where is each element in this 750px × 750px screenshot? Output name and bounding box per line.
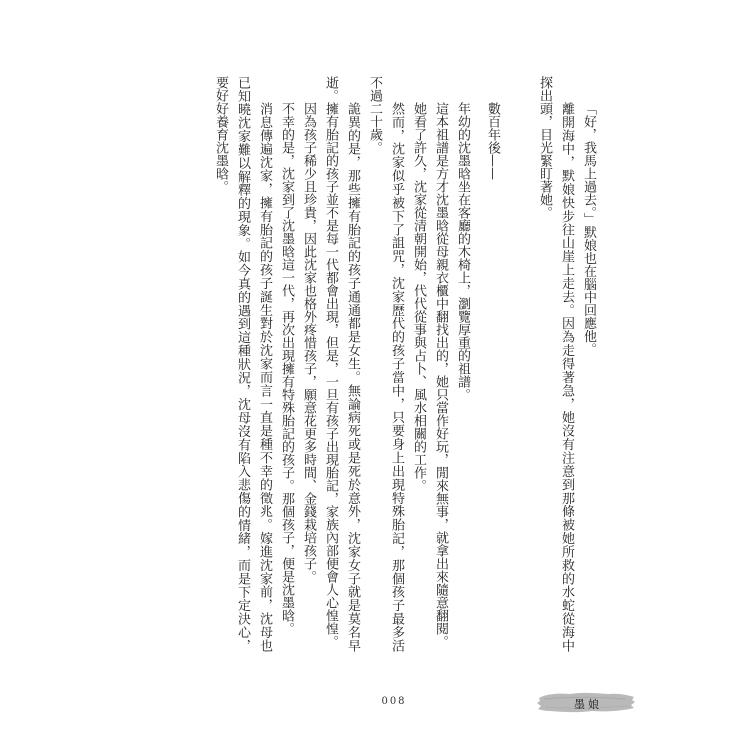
text-block-after-scene-break: [209, 76, 473, 652]
text-column: 因為孩子稀少且珍貴，因此沈家也格外疼惜孩子，願意花更多時間、金錢栽培孩子。: [301, 102, 316, 583]
page-number: 008: [381, 696, 407, 707]
text-column: 這本祖譜是方才沈墨晗從母親衣櫃中翻找出的，她只當作好玩，閒來無事，就拿出來隨意翻閱。: [433, 102, 448, 648]
text-column: 她看了許久，沈家從清朝開始，代代從事與占卜、風水相關的工作。: [411, 102, 426, 492]
paragraph: [297, 76, 319, 652]
running-title-badge: [536, 689, 636, 717]
paragraph: [319, 76, 363, 652]
paragraph: [407, 76, 429, 652]
scene-break: [481, 76, 503, 652]
paragraph: [533, 76, 577, 652]
text-column: 「好，我馬上過去。」默娘也在腦中回應他。: [581, 102, 596, 356]
text-column: 然而，沈家似乎被下了詛咒，沈家歷代的孩子當中，只要身上出現特殊胎記，那個孩子最多活: [389, 102, 404, 652]
text-column: 要好好養育沈墨晗。: [213, 76, 228, 193]
text-column: 探出頭，目光緊盯著她。: [537, 76, 552, 219]
paragraph: [451, 76, 473, 652]
scene-break-text: 數百年後——: [485, 102, 500, 180]
text-block-before-scene-break: [533, 76, 599, 652]
text-column: 不過二十歲。: [367, 76, 382, 154]
running-title: 墨娘: [574, 698, 602, 711]
text-column: 年幼的沈墨晗坐在客廳的木椅上，瀏覽厚重的祖譜。: [455, 102, 470, 401]
paragraph: [577, 76, 599, 652]
text-column: 離開海中，默娘快步往山崖上走去。因為走得著急，她沒有注意到那條被她所救的水蛇從海中: [559, 102, 574, 652]
text-column: 逝。擁有胎記的孩子並不是每一代都會出現，但是，一旦有孩子出現胎記，家族內部便會人心惶惶。: [323, 76, 338, 648]
paragraph: [275, 76, 297, 652]
text-column: 已知曉沈家難以解釋的現象。如今真的遇到這種狀況，沈母沒有陷入悲傷的情緒，而是下定決心，: [235, 76, 250, 652]
paragraph: [429, 76, 451, 652]
text-column: 詭異的是，那些擁有胎記的孩子通通都是女生。無論病死或是死於意外，沈家女子就是莫名早: [345, 102, 360, 652]
text-column: 消息傳遍沈家，擁有胎記的孩子誕生對於沈家而言一直是種不幸的徵兆。嫁進沈家前，沈母也: [257, 102, 272, 652]
text-column: 不幸的是，沈家到了沈墨晗這一代，再次出現擁有特殊胎記的孩子。那個孩子，便是沈墨晗。: [279, 102, 294, 635]
paragraph: [209, 76, 275, 652]
paragraph: [363, 76, 407, 652]
